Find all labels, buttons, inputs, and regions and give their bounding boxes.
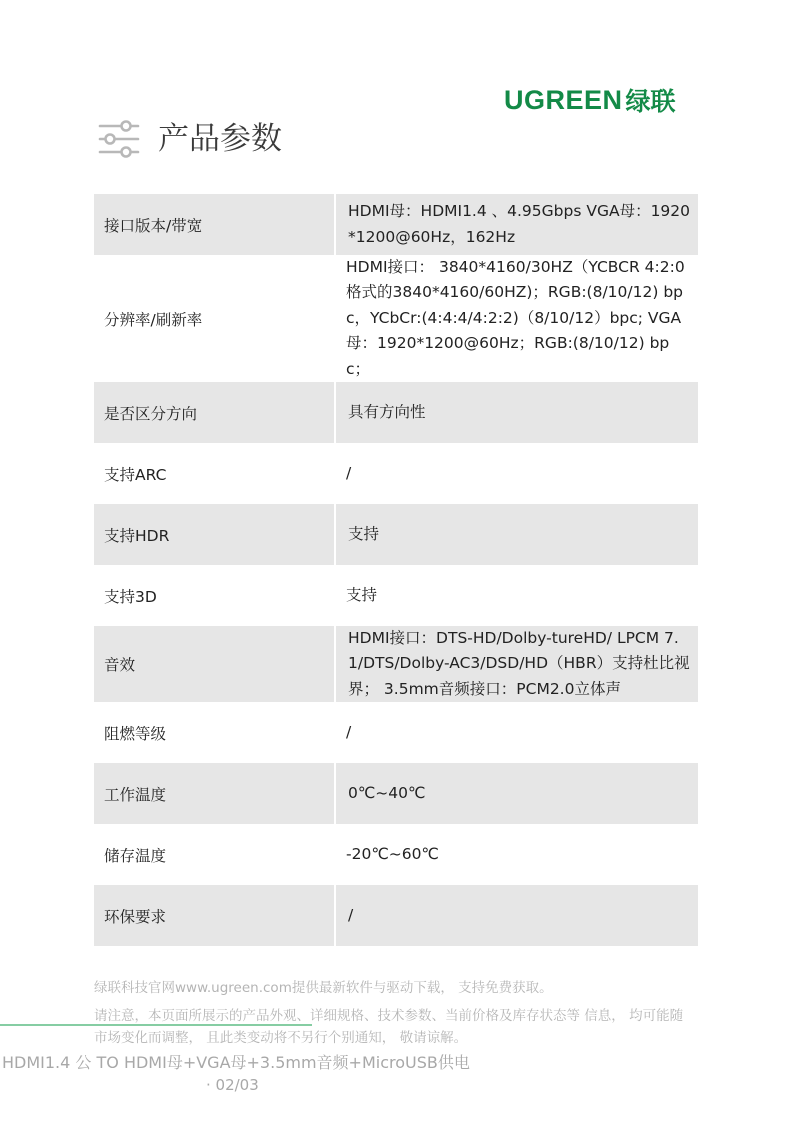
spec-value: HDMI接口：DTS-HD/Dolby-tureHD/ LPCM 7.1/DTS/Dolby-AC3/DSD/HD（HBR）支持杜比视界； 3.5mm音频接口：PCM2.0立体声 <box>334 626 698 702</box>
spec-row <box>94 824 698 885</box>
spec-value: -20℃~60℃ <box>346 844 439 863</box>
spec-label: 支持HDR <box>104 526 170 545</box>
sliders-icon <box>98 120 140 158</box>
spec-row <box>94 382 698 443</box>
spec-value: / <box>334 885 698 946</box>
spec-row <box>94 504 698 565</box>
brand-logo-cjk: 绿联 <box>625 87 676 116</box>
spec-value: 支持 <box>346 585 378 604</box>
spec-label: 环保要求 <box>104 907 167 926</box>
spec-label: 音效 <box>104 656 136 674</box>
spec-label: 支持ARC <box>104 465 167 484</box>
spec-value: / <box>346 463 352 482</box>
spec-label: 接口版本/带宽 <box>104 216 203 235</box>
footer-download-note: 绿联科技官网www.ugreen.com提供最新软件与驱动下载， 支持免费获取。 <box>94 980 553 996</box>
spec-table <box>94 194 698 946</box>
spec-row <box>94 885 698 946</box>
spec-row <box>94 194 698 255</box>
section-title: 产品参数 <box>158 121 282 157</box>
spec-label: 阻燃等级 <box>104 724 167 743</box>
brand-logo <box>504 84 700 116</box>
spec-row <box>94 255 698 382</box>
spec-value: HDMI接口： 3840*4160/30HZ（YCBCR 4:2:0格式的3840*4160/60HZ)；RGB:(8/10/12) bpc，YCbCr:(4:4:4/4:2:2)（8/10/12）bpc; VGA 母：1920*1200@60Hz；RGB:(8/10/12) bpc； <box>346 257 685 378</box>
spec-label: 储存温度 <box>104 846 167 865</box>
page-number: · 02/03 <box>206 1076 259 1094</box>
spec-value: 支持 <box>334 504 698 565</box>
spec-label: 是否区分方向 <box>104 404 198 423</box>
spec-row <box>94 565 698 626</box>
spec-label: 分辨率/刷新率 <box>104 310 203 329</box>
brand-logo-latin: UGREEN <box>504 84 623 115</box>
spec-value: / <box>346 722 352 741</box>
spec-value: 0℃~40℃ <box>334 763 698 824</box>
spec-value: HDMI母：HDMI1.4 、4.95Gbps VGA母：1920*1200@60Hz，162Hz <box>334 194 698 255</box>
footer-disclaimer: 请注意，本页面所展示的产品外观、详细规格、技术参数、当前价格及库存状态等 信息， 均可能随市场变化而调整， 且此类变动将不另行个别通知， 敬请谅解。 <box>94 1008 684 1046</box>
spec-row <box>94 626 698 702</box>
spec-label: 工作温度 <box>104 785 167 804</box>
spec-row <box>94 443 698 504</box>
spec-row <box>94 702 698 763</box>
product-name: HDMI1.4 公 TO HDMI母+VGA母+3.5mm音频+MicroUSB供电 <box>2 1053 470 1072</box>
spec-label: 支持3D <box>104 587 157 606</box>
spec-value: 具有方向性 <box>334 382 698 443</box>
spec-row <box>94 763 698 824</box>
footer-divider <box>0 1024 312 1026</box>
